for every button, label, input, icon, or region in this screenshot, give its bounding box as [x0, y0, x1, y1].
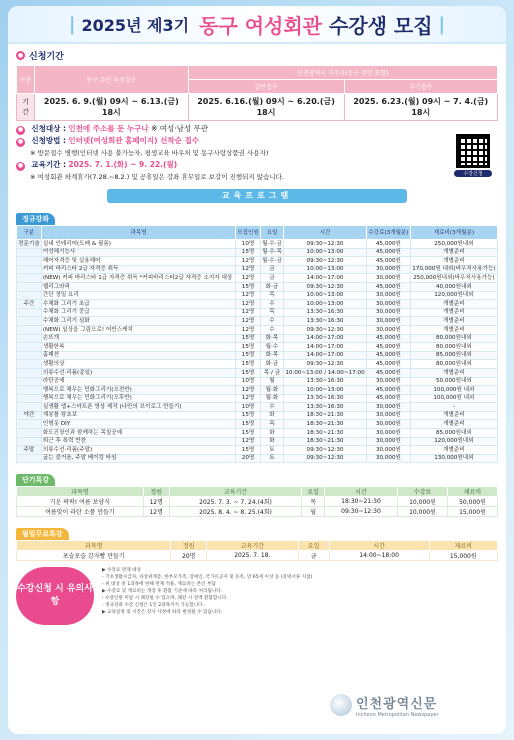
regular-course-row	[17, 429, 498, 438]
regular-course-cell: 15명	[236, 411, 261, 420]
regular-course-row	[17, 446, 498, 455]
short-course-header-cell: 재료비	[447, 487, 497, 497]
regular-course-cell: 월·수	[260, 343, 283, 352]
regular-course-cell: 개별준비	[410, 420, 497, 429]
term-label: 2025년 제3기	[81, 15, 190, 35]
short-course-cell: 월	[302, 507, 325, 517]
short-course-cell: 2025. 7. 3. ~ 7. 24.(4회)	[169, 497, 302, 507]
newspaper-logo-icon	[330, 694, 352, 716]
regular-course-cell: 80,000원내외	[410, 334, 497, 343]
regular-course-cell: 간단 정밀 요리	[41, 291, 235, 300]
regular-course-cell: 월·수·금	[262, 240, 282, 247]
regular-course-cell: (NEW) 커피 바리스타 1급 자격증 취득 *커피바리스타2급 자격증 소지자 대상	[41, 274, 235, 283]
regular-course-row	[17, 411, 498, 420]
short-course-header-cell: 시간	[324, 487, 397, 497]
regular-course-cell: 20명	[236, 454, 261, 463]
free-course-header-cell: 요일	[298, 541, 329, 551]
regular-course-row	[17, 265, 498, 274]
regular-course-cell	[17, 429, 42, 438]
regular-course-cell: 09:30~12:30	[283, 240, 366, 249]
regular-course-cell: 80,000원내외	[410, 360, 497, 369]
regular-course-cell: 목	[260, 308, 283, 317]
short-course-cell: 15,000원	[447, 507, 497, 517]
application-info: ● 신청대상 : 인천에 주소를 둔 누구나 ※ 여성·남성 무관 ● 신청방법 : 인터넷(여성회관 홈페이지) 선착순 접수 ※ 방문접수 병행(인터넷 사용 불가능자, 평생교육 바우처 및 동구사랑상품권 사용자) ● 교육기간 : 2025. 7. 1.(화) ~ 9. 22.(월) ※ 여성회관 하계휴가(7.28.~8.2.) 및 공휴일은 강좌 휴무일로 보강이 진행되지 않습니다.	[17, 124, 284, 181]
regular-course-cell: 전문기술	[18, 240, 40, 247]
regular-course-cell: 행복으로 채우는 민화그리기(오후반)	[41, 394, 235, 403]
short-course-cell: 09:30~12:30	[324, 507, 397, 517]
free-course-header-cell: 과목명	[17, 541, 171, 551]
regular-course-cell	[17, 282, 42, 291]
bullet-icon: ●	[17, 138, 24, 145]
regular-course-cell: 월·수·목	[262, 249, 282, 256]
regular-course-cell	[17, 325, 42, 334]
short-course-cell: 기운 팍팍! 여름 보양식	[17, 497, 144, 507]
regular-course-cell: 금	[260, 274, 283, 283]
short-course-header-cell: 요일	[302, 487, 325, 497]
regular-course-cell: 10:00~13:00 / 14:00~17:00	[285, 369, 365, 376]
regular-course-cell	[17, 343, 42, 352]
short-course-cell: 50,000원	[447, 497, 497, 507]
regular-course-cell: 18:30~21:30	[283, 429, 366, 438]
regular-course-cell: 재봉틀 왕초보	[41, 411, 235, 420]
regular-course-cell: 커피 바리스타 2급 자격증 취득	[41, 265, 235, 274]
regular-course-cell: 웹리그라픽	[41, 282, 235, 291]
regular-course-cell: 홈패션	[41, 351, 235, 360]
regular-course-cell: 손뜨개	[41, 334, 235, 343]
regular-course-cell: 30,000원	[367, 437, 411, 446]
regular-course-cell: 월	[260, 377, 283, 386]
short-course-cell: 여름맞이 라탄 소품 만들기	[17, 507, 144, 517]
regular-course-cell: 주간	[17, 300, 42, 309]
regular-course-cell: 15명	[236, 351, 261, 360]
regular-course-cell: 화	[260, 437, 283, 446]
regular-course-cell: 10:00~13:00	[283, 300, 366, 309]
regular-course-cell: 수채화 그리기 심화	[41, 317, 235, 326]
free-course-cell: 20명	[171, 551, 207, 561]
regular-course-cell: 12명	[236, 265, 261, 274]
newspaper-watermark: 인천광역신문 Incheon Metropolitan Newspaper	[330, 690, 500, 720]
notice-item: ▶ 수강료 면제 대상	[102, 568, 141, 574]
regular-course-cell: 18:30~21:30	[283, 437, 366, 446]
regular-course-cell: 굽는 즐거움, 주말 베이킹 타임	[41, 454, 235, 463]
regular-course-cell	[17, 248, 42, 257]
regular-course-cell: 250,000원내외(바우처사용가능)	[410, 274, 497, 283]
regular-course-cell: 목 / 금	[260, 368, 283, 377]
regular-course-row	[17, 334, 498, 343]
regular-course-cell: 월·화	[260, 386, 283, 395]
regular-course-cell: 15명	[236, 368, 261, 377]
short-course-header-cell: 과목명	[17, 487, 144, 497]
short-course-table	[16, 486, 498, 517]
regular-course-cell: 09:30~12:30	[283, 454, 366, 463]
short-course-cell: 목	[302, 497, 325, 507]
regular-course-cell: 토	[260, 446, 283, 455]
short-course-cell: 12명	[143, 507, 169, 517]
regular-course-cell: 10명	[236, 377, 261, 386]
extra-period: 2025. 6.23.(월) 09시 ~ 7. 4.(금) 18시	[344, 94, 497, 121]
regular-course-cell: 화·금	[260, 282, 283, 291]
free-course-tag: 월일무료특강	[16, 528, 69, 540]
regular-course-cell: 여성헤기능사	[41, 248, 235, 257]
regular-course-cell: 120,000원내외	[410, 437, 497, 446]
regular-course-cell: 30,000원	[367, 420, 411, 429]
notice-list	[102, 567, 497, 625]
regular-course-cell: 30,000원	[367, 317, 411, 326]
regular-course-cell: 개별준비	[410, 300, 497, 309]
regular-course-cell: 인형옷 DIY	[41, 420, 235, 429]
regular-course-cell: 12명	[236, 291, 261, 300]
regular-course-cell	[17, 291, 42, 300]
regular-course-cell: 12명	[236, 317, 261, 326]
regular-course-cell: 13:30~16:30	[283, 308, 366, 317]
regular-course-header-cell: 재료비(3개월분)	[410, 226, 497, 240]
regular-course-header-cell: 요일	[260, 226, 283, 240]
regular-course-cell	[17, 317, 42, 326]
free-course-row	[17, 551, 498, 561]
regular-course-cell: 10명	[236, 403, 261, 412]
regular-course-cell: 생활한복	[41, 343, 235, 352]
regular-course-cell: 09:30~12:30	[283, 360, 366, 369]
regular-course-cell: 개별준비	[410, 257, 497, 266]
regular-course-cell: 개별준비	[410, 411, 497, 420]
regular-course-cell: 170,000원 내외(바우처사용가능)	[412, 266, 496, 273]
period-section-title: ● 신청기간	[17, 52, 64, 62]
regular-course-cell: (NEW) 일상을 그림으로! 어반스케치	[41, 325, 235, 334]
regular-course-cell: 월·수·금	[262, 257, 282, 264]
regular-course-cell: 퇴근 후 폭력 반찬	[41, 437, 235, 446]
regular-course-cell: 금	[260, 265, 283, 274]
regular-course-cell: 13:30~16:30	[283, 394, 366, 403]
regular-course-cell: 45,000원	[367, 360, 411, 369]
free-course-cell: 14:00~18:00	[329, 551, 429, 561]
general-period: 2025. 6.16.(월) 09시 ~ 6.20.(금) 18시	[188, 94, 344, 121]
bullet-icon: ●	[17, 162, 24, 169]
regular-course-cell: 화도진장인과 함께하는 목칠공예	[41, 429, 235, 438]
regular-course-cell: 주말	[17, 446, 42, 455]
qr-code[interactable]: 수강신청	[454, 134, 492, 180]
regular-course-cell: 30,000원	[367, 300, 411, 309]
regular-course-cell	[17, 454, 42, 463]
regular-course-cell: 헤어자격증 및 실용헤어	[41, 257, 235, 266]
regular-course-cell	[17, 377, 42, 386]
free-course-cell: 포슬포슬 감자빵 만들기	[17, 551, 171, 561]
regular-course-cell: 수	[260, 403, 283, 412]
free-course-header-cell: 정원	[171, 541, 207, 551]
regular-course-cell: 30,000원	[367, 291, 411, 300]
poster-header: | 2025년 제3기 동구 여성회관 수강생 모집 |	[8, 6, 506, 44]
regular-course-cell: 12명	[236, 257, 261, 266]
regular-course-cell: 의류수선·리폼(종일)	[41, 368, 235, 377]
regular-course-row	[17, 360, 498, 369]
regular-course-cell: 14:00~17:00	[283, 343, 366, 352]
notice-item: ▶ 교육일정 및 시간은 강사 사정에 따라 변경될 수 있습니다.	[102, 610, 223, 616]
notice-item: - 위 대상 중 1과목에 한해 면제 적용, 재료비는 본인 부담	[102, 582, 216, 588]
regular-course-cell: 40,000원내외	[410, 282, 497, 291]
free-course-header-cell: 시간	[329, 541, 429, 551]
regular-course-cell: 85,000원내외	[410, 429, 497, 438]
education-program-banner: 교육프로그램	[107, 189, 407, 203]
regular-course-row	[17, 420, 498, 429]
regular-course-cell: 개별준비	[410, 308, 497, 317]
regular-course-cell: 250,000원내외	[410, 240, 497, 249]
bullet-icon: ●	[17, 52, 24, 59]
regular-course-cell: 30,000원	[367, 377, 411, 386]
regular-course-cell	[17, 274, 42, 283]
free-course-cell: 2025. 7. 18.	[206, 551, 298, 561]
regular-course-cell: 12명	[236, 308, 261, 317]
short-course-row	[17, 507, 498, 517]
regular-course-cell: 실생활 앱+스마트폰 영상 제작 (나만의 브이로그 만들기)	[41, 403, 235, 412]
regular-course-cell: 화·금	[260, 360, 283, 369]
short-course-cell: 2025. 8. 4. ~ 8. 25.(4회)	[169, 507, 302, 517]
regular-course-cell: 30,000원	[367, 308, 411, 317]
regular-course-cell: 09:30~12:30	[283, 257, 366, 266]
regular-course-cell: 45,000원	[367, 351, 411, 360]
regular-course-cell: 45,000원	[367, 240, 411, 249]
regular-course-cell: 30,000원	[367, 411, 411, 420]
regular-course-cell: 화·목	[260, 334, 283, 343]
regular-course-cell: 라탄공예	[41, 377, 235, 386]
regular-course-cell: 45,000원	[367, 282, 411, 291]
regular-course-cell: 월·화	[260, 394, 283, 403]
regular-course-cell: 18:30~21:30	[283, 420, 366, 429]
regular-course-cell: -	[410, 403, 497, 412]
short-course-cell: 12명	[143, 497, 169, 507]
regular-course-cell: 15명	[236, 334, 261, 343]
regular-course-cell	[17, 308, 42, 317]
regular-course-row	[17, 437, 498, 446]
regular-course-cell: 화	[260, 429, 283, 438]
regular-course-row	[17, 248, 498, 257]
regular-course-row	[17, 377, 498, 386]
regular-course-cell: 10:00~13:00	[283, 248, 366, 257]
regular-course-cell	[17, 265, 42, 274]
regular-course-cell: 13:30~16:30	[283, 377, 366, 386]
regular-course-cell: 행복으로 채우는 민화그리기(오전반)	[41, 386, 235, 395]
regular-course-cell: 100,000원 내외	[410, 386, 497, 395]
regular-course-cell: 45,000원	[367, 257, 411, 266]
regular-course-cell: 수	[260, 325, 283, 334]
poster	[8, 6, 506, 734]
regular-course-tag: 정규강좌	[16, 213, 55, 225]
regular-course-cell: 12명	[236, 274, 261, 283]
regular-course-cell: 45,000원	[367, 368, 411, 377]
regular-course-cell: 10:00~13:00	[283, 291, 366, 300]
short-course-header-cell: 교육기간	[169, 487, 302, 497]
regular-course-cell: 개별준비	[410, 446, 497, 455]
regular-course-cell: 10명	[236, 240, 261, 249]
regular-course-cell: 야간	[17, 411, 42, 420]
regular-course-cell: 개별준비	[410, 325, 497, 334]
regular-course-cell: 15명	[236, 420, 261, 429]
regular-course-cell	[17, 334, 42, 343]
regular-course-cell: 18:30~21:30	[283, 411, 366, 420]
regular-course-row	[17, 240, 498, 249]
regular-course-cell: 14:00~17:00	[283, 274, 366, 283]
regular-course-cell: 13:30~16:30	[283, 403, 366, 412]
regular-course-cell: 개별준비	[410, 248, 497, 257]
regular-course-cell: 30,000원	[367, 325, 411, 334]
regular-course-row	[17, 351, 498, 360]
regular-course-cell: 10:00~13:00	[283, 265, 366, 274]
regular-course-cell	[17, 420, 42, 429]
regular-course-cell: 개별준비	[410, 368, 497, 377]
regular-course-row	[17, 317, 498, 326]
short-course-cell: 18:30~21:30	[324, 497, 397, 507]
regular-course-cell: 30,000원	[367, 429, 411, 438]
short-course-row	[17, 497, 498, 507]
regular-course-cell: 목	[260, 420, 283, 429]
regular-course-cell: 130,000원내외	[410, 454, 497, 463]
regular-course-cell: 14:00~17:00	[283, 351, 366, 360]
period-table: 구분 동구 주민 우선접수 인천광역시 거주자(동구 주민 포함) 일반접수 추가접수 기간 2025. 6. 9.(월) 09시 ~ 6.13.(금) 18시 2025. 6.16.(월) 09시 ~ 6.20.(금) 18시 2025. 6.23.(월) 09시 ~ 7. 4.(금) 18시	[16, 65, 498, 121]
regular-course-header-cell: 시간	[283, 226, 366, 240]
regular-course-header-cell: 수강료(3개월분)	[367, 226, 411, 240]
regular-course-row	[17, 386, 498, 395]
regular-course-cell: 화	[260, 411, 283, 420]
short-course-header-cell: 수강료	[397, 487, 447, 497]
notice-item: ▶ 수강료 및 재료비는 개강 후 환불 기준에 따라 처리됩니다.	[102, 589, 223, 595]
regular-course-cell: 개별준비	[410, 317, 497, 326]
regular-course-cell: 의류수선·리폼(주말)	[41, 446, 235, 455]
short-course-header-cell: 정원	[143, 487, 169, 497]
regular-course-cell: 10:00~13:00	[283, 386, 366, 395]
regular-course-cell: 15명	[236, 343, 261, 352]
regular-course-cell: 30,000원	[367, 274, 411, 283]
regular-course-cell: 수채화 그리기 중급	[41, 308, 235, 317]
regular-course-cell: 30,000원	[367, 265, 411, 274]
regular-course-header-cell: 과목명	[41, 226, 235, 240]
regular-course-cell: 45,000원	[367, 248, 411, 257]
free-course-table	[16, 540, 498, 561]
regular-course-cell: 100,000원 내외	[410, 394, 497, 403]
regular-course-cell: 09:30~12:30	[283, 446, 366, 455]
free-course-header-cell: 재료비	[429, 541, 497, 551]
free-course-cell: 금	[298, 551, 329, 561]
regular-course-row	[17, 454, 498, 463]
regular-course-cell: 45,000원	[367, 334, 411, 343]
regular-course-cell: 120,000원내외	[410, 291, 497, 300]
regular-course-cell: 85,000원내외	[410, 351, 497, 360]
regular-course-cell: 15명	[236, 429, 261, 438]
dong-period: 2025. 6. 9.(월) 09시 ~ 6.13.(금) 18시	[35, 94, 188, 121]
regular-course-cell: 12명	[236, 386, 261, 395]
regular-course-row	[17, 308, 498, 317]
regular-course-cell: 15명	[236, 248, 261, 257]
regular-course-row	[17, 291, 498, 300]
regular-course-cell	[17, 403, 42, 412]
regular-course-cell: 수채화 그리기 초급	[41, 300, 235, 309]
free-course-header-cell: 교육기간	[206, 541, 298, 551]
regular-course-cell: 30,000원	[367, 446, 411, 455]
regular-course-cell: 화·목	[260, 351, 283, 360]
regular-course-table	[16, 225, 498, 463]
notice-item: - 수강인원 미달 시 폐강될 수 있으며, 폐강 시 전액 환불합니다.	[102, 596, 228, 602]
regular-course-cell: 30,000원	[367, 454, 411, 463]
bullet-icon: ●	[17, 126, 24, 133]
regular-course-cell: 09:30~12:30	[283, 282, 366, 291]
regular-course-cell: 30,000원	[367, 403, 411, 412]
notice-section	[16, 567, 498, 625]
regular-course-row	[17, 368, 498, 377]
regular-course-cell: 80,000원내외	[410, 343, 497, 352]
regular-course-header-cell: 구분	[17, 226, 42, 240]
regular-course-cell: 12명	[236, 300, 261, 309]
regular-course-cell: 실내 인테리어(도배 & 필름)	[41, 240, 235, 249]
regular-course-row	[17, 257, 498, 266]
regular-course-row	[17, 343, 498, 352]
regular-course-cell	[17, 437, 42, 446]
regular-course-cell: 15명	[236, 360, 261, 369]
regular-course-cell: 12명	[236, 394, 261, 403]
regular-course-cell: 15명	[236, 446, 261, 455]
regular-course-cell: 수	[260, 317, 283, 326]
regular-course-cell	[17, 386, 42, 395]
poster-title: 동구 여성회관 수강생 모집	[199, 13, 433, 38]
regular-course-cell	[17, 351, 42, 360]
notice-badge: 수강신청 시 유의사항	[16, 567, 94, 625]
regular-course-cell	[17, 257, 42, 266]
regular-course-header-cell: 모집인원	[236, 226, 261, 240]
regular-course-cell: 45,000원	[367, 386, 411, 395]
regular-course-cell: 수	[260, 300, 283, 309]
regular-course-cell: 14:00~17:00	[283, 334, 366, 343]
regular-course-cell: 목	[260, 291, 283, 300]
regular-course-row	[17, 274, 498, 283]
regular-course-cell: 12명	[236, 437, 261, 446]
short-course-cell: 10,000원	[397, 497, 447, 507]
regular-course-cell	[17, 360, 42, 369]
regular-course-cell: 45,000원	[367, 394, 411, 403]
regular-course-cell: 13:30~16:30	[283, 317, 366, 326]
regular-course-cell: 50,000원내외	[410, 377, 497, 386]
regular-course-row	[17, 403, 498, 412]
regular-course-cell	[17, 368, 42, 377]
short-course-cell: 10,000원	[397, 507, 447, 517]
regular-course-cell	[17, 394, 42, 403]
notice-item: - 정규강좌 수강 신청은 1인 2과목까지 가능합니다.	[102, 603, 205, 609]
regular-course-row	[17, 325, 498, 334]
short-course-tag: 단기특강	[16, 474, 55, 486]
regular-course-cell: 09:30~12:30	[283, 325, 366, 334]
regular-course-row	[17, 282, 498, 291]
regular-course-cell: 45,000원	[367, 343, 411, 352]
regular-course-cell: 생활의상	[41, 360, 235, 369]
qr-icon	[456, 134, 490, 168]
regular-course-row	[17, 300, 498, 309]
regular-course-row	[17, 394, 498, 403]
regular-course-cell: 15명	[236, 282, 261, 291]
free-course-cell: 15,000원	[429, 551, 497, 561]
regular-course-cell: 12명	[236, 325, 261, 334]
notice-item: - 기초생활수급자, 차상위계층, 한부모가족, 장애인, 국가유공자 및 유족, 만 65세 이상 등 (증빙서류 지참)	[102, 575, 313, 581]
regular-course-cell: 토	[260, 454, 283, 463]
